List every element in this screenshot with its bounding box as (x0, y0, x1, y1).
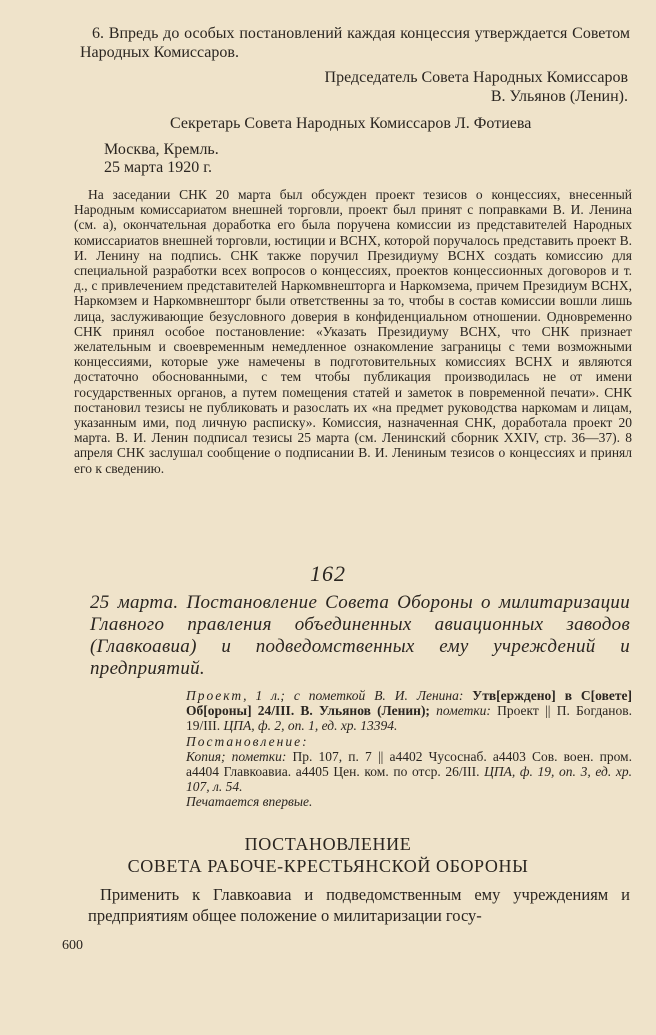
place-date (104, 141, 219, 177)
decree-text: Применить к Главкоавиа и подведомственным ему учреждениям и предприятиям общее положение о милитаризации госу- (88, 885, 630, 925)
concession-clause-6: 6. Впредь до особых постановлений каждая концессия утверждается Советом Народных Комиссаров. (80, 25, 630, 61)
archive-cite-2: ЦПА, ф. 19, оп. 3, ед. хр. 107, л. 54. (186, 764, 632, 795)
first-publication-note: Печатается впервые. (186, 794, 313, 810)
secretary-signature: Секретарь Совета Народных Комиссаров Л. Фотиева (170, 115, 532, 132)
chair-title: Председатель Совета Народных Комиссаров (324, 69, 628, 86)
archive-reference (186, 688, 632, 810)
decree-title-line-1: ПОСТАНОВЛЕНИЕ (244, 834, 412, 854)
archive-copy: Копия; пометки: Пр. 107, п. 7 || а4402 Чусоснаб. а4403 Сов. воен. пром. а4404 Главкоавиа. а4405 Цен. ком. по отср. 26/III. ЦПА, ф. 19, оп. 3, ед. хр. 107, л. 54. (186, 748, 632, 795)
place: Москва, Кремль. (104, 141, 219, 158)
page-number: 600 (62, 938, 83, 953)
archive-draft: Проект, 1 л.; с пометкой В. И. Ленина: Утв[ерждено] в С[овете] Об[ороны] 24/III. В. Ульянов (Ленин); пометки: Проект || П. Богданов. 19/III. ЦПА, ф. 2, оп. 1, ед. хр. 13394. (186, 688, 633, 734)
archive-decree-label: Постановление: (186, 733, 309, 749)
decree-title (0, 833, 656, 877)
archive-cite-1: ЦПА, ф. 2, оп. 1, ед. хр. 13394. (220, 718, 398, 734)
document-number: 162 (310, 561, 346, 586)
date: 25 марта 1920 г. (104, 159, 212, 176)
document-heading: 25 марта. Постановление Совета Обороны о милитаризации Главного правления объединенных авиационных заводов (Главкоавиа) и подведомственных ему учреждений и предприятий. (90, 592, 630, 679)
editorial-note: На заседании СНК 20 марта был обсужден проект тезисов о концессиях, внесенный Народным комиссариатом внешней торговли, проект был принят с поправками В. И. Ленина (см. а), окончательная доработка его была поручена комиссии из представителей Народных комиссариатов внешней торговли, юстиции и ВСНХ, которой поручалось представить проект В. И. Ленину на подпись. СНК также поручил Президиуму ВСНХ создать комиссию для специальной разработки всех вопросов о концессиях, проектов концессионных договоров и т. д., с привлечением представителей Наркомвнешторга и Наркомзема, причем Президиум ВСНХ, Наркомзем и Наркомвнешторг были ответственны за то, чтобы в состав комиссии вошли лишь лица, заслуживающие безусловного доверия в конфиденциальном отношении. Одновременно СНК принял особое постановление: «Указать Президиуму ВСНХ, что СНК признает желательным и своевременным немедленное ознакомление заграницы с теми возможными концессиями, которые уже намечены в подготовительных комиссиях ВСНХ и являются достаточно обоснованными, с тем чтобы публикация производилась не от имени государственных органов, а путем помещения статей и заметок в повременной печати». СНК постановил тезисы не публиковать и разослать их «на предмет руководства наркомам и лицам, указанным ими, под личную расписку». Комиссия, назначенная СНК, доработала проект 20 марта. В. И. Ленин подписал тезисы 25 марта (см. Ленинский сборник XXIV, стр. 36—37). 8 апреля СНК заслушал сообщение о подписании В. И. Лениным тезисов о концессиях и принял его к сведению. (74, 187, 632, 476)
lenin-mark: Утв[ерждено] в С[овете] Об[ороны] 24/III. В. Ульянов (Ленин); (186, 688, 632, 719)
decree-title-line-2: СОВЕТА РАБОЧЕ-КРЕСТЬЯНСКОЙ ОБОРОНЫ (127, 856, 529, 876)
chair-name: В. Ульянов (Ленин). (490, 88, 628, 105)
chair-signature (325, 68, 628, 106)
archive-draft-label: Проект (186, 688, 244, 703)
